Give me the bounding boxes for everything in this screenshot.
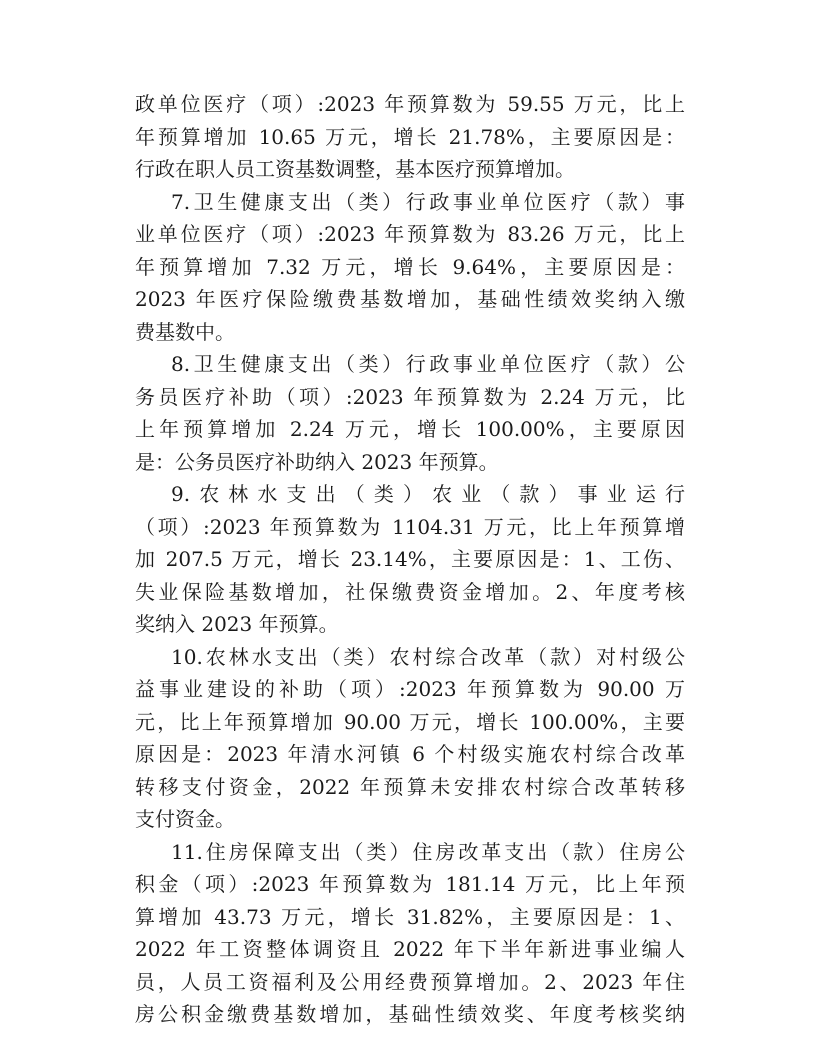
text-line: 2023 年医疗保险缴费基数增加，基础性绩效奖纳入缴: [135, 287, 685, 311]
text-line: 年预算增加 10.65 万元，增长 21.78%，主要原因是：: [135, 124, 685, 149]
text-line: 上年预算增加 2.24 万元，增长 100.00%，主要原因: [135, 417, 685, 441]
text-line: 益事业建设的补助（项）:2023 年预算数为 90.00 万: [135, 677, 685, 701]
text-line: 积金（项）:2023 年预算数为 181.14 万元，比上年预: [135, 872, 685, 896]
item-9-heading-line: 9.农林水支出（类）农业（款）事业运行: [171, 482, 685, 506]
text-line: 算增加 43.73 万元，增长 31.82%，主要原因是：1、: [135, 904, 685, 929]
text-line: 政单位医疗（项）:2023 年预算数为 59.55 万元，比上: [135, 92, 685, 116]
item-11-heading-line: 11.住房保障支出（类）住房改革支出（款）住房公: [171, 839, 685, 864]
text-line: 业单位医疗（项）:2023 年预算数为 83.26 万元，比上: [135, 222, 685, 246]
text-line: 转移支付资金，2022 年预算未安排农村综合改革转移: [135, 774, 685, 799]
text-line: 年预算增加 7.32 万元，增长 9.64%，主要原因是：: [135, 254, 685, 279]
text-line: 务员医疗补助（项）:2023 年预算数为 2.24 万元，比: [135, 384, 685, 409]
text-line: 失业保险基数增加，社保缴费资金增加。2、年度考核: [135, 579, 685, 604]
item-8-heading-line: 8.卫生健康支出（类）行政事业单位医疗（款）公: [171, 352, 685, 376]
text-line: 员，人员工资福利及公用经费预算增加。2、2023 年住: [135, 969, 685, 994]
document-body: [135, 88, 685, 1031]
item-10-heading-line: 10.农林水支出（类）农村综合改革（款）对村级公: [171, 644, 685, 669]
text-line: （项）:2023 年预算数为 1104.31 万元，比上年预算增: [135, 514, 685, 539]
text-line: 元，比上年预算增加 90.00 万元，增长 100.00%，主要: [135, 709, 685, 734]
text-line: 奖纳入 2023 年预算。: [135, 612, 339, 636]
text-line: 行政在职人员工资基数调整，基本医疗预算增加。: [135, 157, 575, 181]
item-7-heading-line: 7.卫生健康支出（类）行政事业单位医疗（款）事: [171, 189, 685, 214]
text-line: 是：公务员医疗补助纳入 2023 年预算。: [135, 449, 499, 474]
text-line: 费基数中。: [135, 319, 235, 344]
text-line: 支付资金。: [135, 807, 235, 831]
text-line: 2022 年工资整体调资且 2022 年下半年新进事业编人: [135, 937, 685, 961]
text-line: 加 207.5 万元，增长 23.14%，主要原因是：1、工伤、: [135, 547, 685, 571]
text-line: 房公积金缴费基数增加，基础性绩效奖、年度考核奖纳: [135, 1002, 685, 1026]
text-line: 原因是：2023 年清水河镇 6 个村级实施农村综合改革: [135, 742, 685, 766]
